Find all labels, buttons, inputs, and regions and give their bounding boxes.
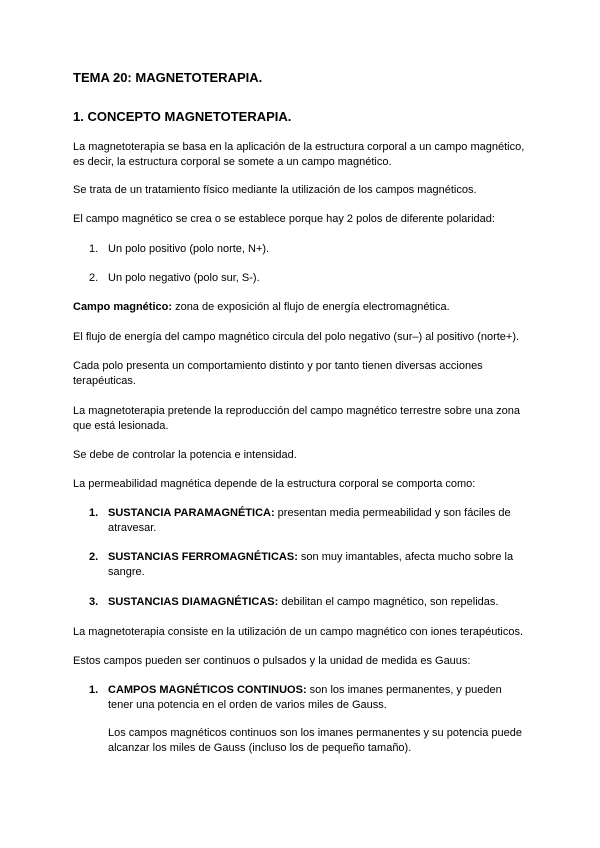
list-item-term: SUSTANCIAS DIAMAGNÉTICAS: — [108, 596, 279, 608]
paragraph-continuous-note: Los campos magnéticos continuos son los imanes permanentes y su potencia puede alcanzar los miles de Gauss (incluso los de pequeño tamaño). — [108, 727, 522, 754]
list-number: 1. — [89, 684, 99, 696]
list-item-paramagnetic — [108, 506, 528, 536]
list-number: 2. — [89, 272, 99, 284]
definition-campo-magnetico — [73, 300, 533, 315]
paragraph-intro: La magnetoterapia se basa en la aplicación de la estructura corporal a un campo magnético, es decir, la estructura corporal se somete a un campo magnético. — [73, 141, 525, 168]
paragraph-reproduction: La magnetoterapia pretende la reproducción del campo magnético terrestre sobre una zona que está lesionada. — [73, 405, 520, 432]
list-number: 1. — [89, 507, 99, 519]
document-title: TEMA 20: MAGNETOTERAPIA. — [73, 70, 263, 85]
list-item-text: son los imanes permanentes, y pueden tener una potencia en el orden de varios miles de Gauss. — [108, 684, 502, 711]
paragraph-poles-intro: El campo magnético se crea o se establece porque hay 2 polos de diferente polaridad: — [73, 213, 495, 225]
list-item-continuous-fields — [108, 683, 528, 713]
list-number: 1. — [89, 243, 99, 255]
list-number: 3. — [89, 596, 99, 608]
list-item-text: debilitan el campo magnético, son repelidas. — [278, 596, 499, 608]
list-number: 2. — [89, 551, 99, 563]
list-item-ferromagnetic — [108, 550, 528, 580]
definition-term: Campo magnético: — [73, 301, 173, 313]
paragraph-pole-behaviour: Cada polo presenta un comportamiento distinto y por tanto tienen diversas acciones terapéuticas. — [73, 360, 483, 387]
list-item-text: son muy imantables, afecta mucho sobre la sangre. — [108, 551, 514, 578]
list-item-term: SUSTANCIA PARAMAGNÉTICA: — [108, 507, 275, 519]
definition-text: zona de exposición al flujo de energía electromagnética. — [172, 301, 450, 313]
paragraph-control: Se debe de controlar la potencia e intensidad. — [73, 449, 297, 461]
paragraph-permeability: La permeabilidad magnética depende de la estructura corporal se comporta como: — [73, 478, 476, 490]
list-item-positive-pole: Un polo positivo (polo norte, N+). — [108, 243, 270, 255]
section-heading: 1. CONCEPTO MAGNETOTERAPIA. — [73, 109, 292, 124]
list-item-term: CAMPOS MAGNÉTICOS CONTINUOS: — [108, 684, 307, 696]
list-item-negative-pole: Un polo negativo (polo sur, S-). — [108, 272, 260, 284]
list-item-text: presentan media permeabilidad y son fáciles de atravesar. — [108, 507, 511, 534]
paragraph-energy-flow: El flujo de energía del campo magnético circula del polo negativo (sur–) al positivo (norte+). — [73, 331, 520, 343]
list-item-diamagnetic — [108, 595, 528, 610]
list-item-term: SUSTANCIAS FERROMAGNÉTICAS: — [108, 551, 298, 563]
paragraph-ions: La magnetoterapia consiste en la utilización de un campo magnético con iones terapéuticos. — [73, 626, 524, 638]
paragraph-treatment: Se trata de un tratamiento físico mediante la utilización de los campos magnéticos. — [73, 184, 477, 196]
paragraph-units: Estos campos pueden ser continuos o pulsados y la unidad de medida es Gauus: — [73, 655, 471, 667]
